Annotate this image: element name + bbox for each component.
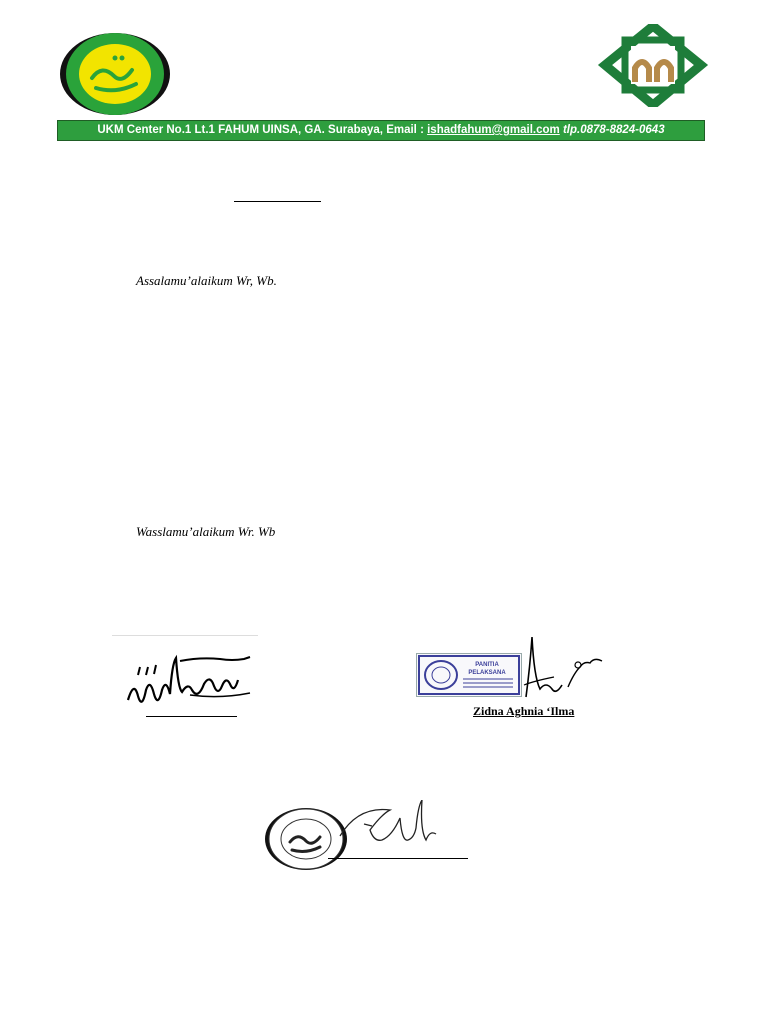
banner-address: UKM Center No.1 Lt.1 FAHUM UINSA, GA. Surabaya, Email : <box>97 124 428 136</box>
svg-text:PELAKSANA: PELAKSANA <box>468 670 506 676</box>
ishad-logo <box>56 28 174 118</box>
title-underline <box>234 201 321 202</box>
right-signature-area <box>400 627 625 722</box>
left-signature-area <box>112 635 260 719</box>
left-signature-line <box>146 716 237 717</box>
header-banner <box>57 120 705 141</box>
right-signer-name: Zidna Aghnia ‘Ilma <box>473 704 575 718</box>
bottom-signature-area <box>264 800 474 872</box>
handwritten-signature <box>334 800 474 862</box>
bottom-signature-line <box>328 858 468 859</box>
banner-phone: tlp.0878-8824-0643 <box>559 124 665 136</box>
handwritten-signature <box>120 645 260 715</box>
stamp <box>416 653 522 697</box>
svg-text:PANITIA: PANITIA <box>475 662 499 668</box>
closing-text: Wasslamu’alaikum Wr. Wb <box>136 524 276 539</box>
greeting-text: Assalamu’alaikum Wr, Wb. <box>136 273 277 288</box>
handwritten-signature <box>510 627 625 702</box>
banner-email-link[interactable]: ishadfahum@gmail.com <box>427 124 560 136</box>
uinsa-logo <box>597 24 710 107</box>
